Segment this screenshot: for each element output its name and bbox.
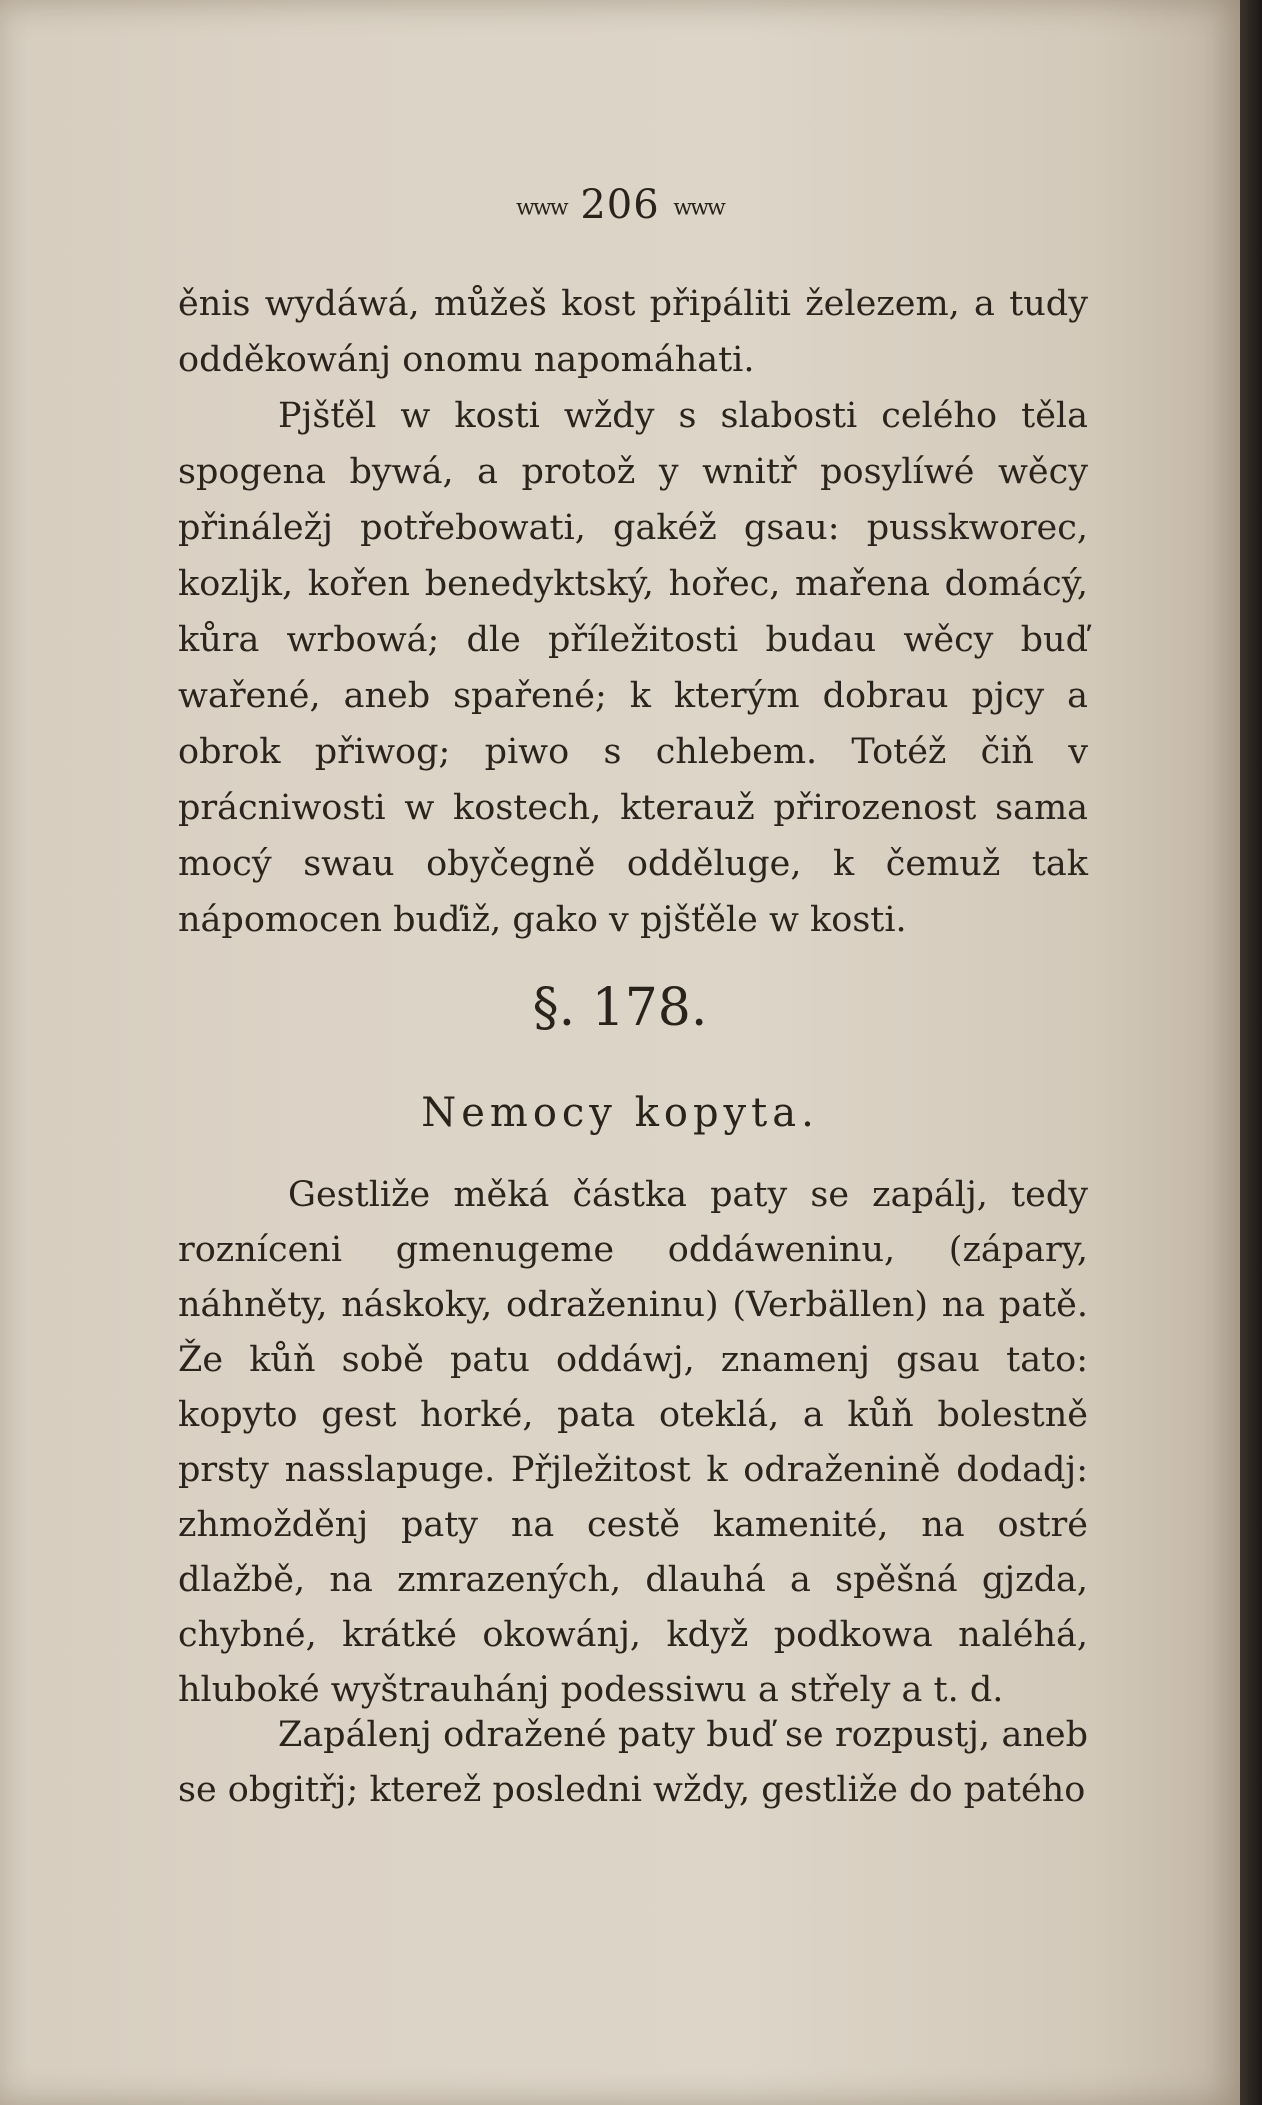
page-number: 206	[580, 182, 660, 228]
page-header	[0, 182, 1240, 228]
paragraph-hoof-inflammation: Gestliže měká částka paty se zapálj, tedy rozníceni gmenugeme oddáweninu, (zápary, náhněty, náskoky, odraženinu) (Verbällen) na patě. Že kůň sobě patu oddáwj, znamenj gsau tato: kopyto gest horké, pata oteklá, a kůň bolestně prsty nasslapuge. Přjležitost k odraženině dodadj: zhmožděnj paty na cestě kamenité, na ostré dlažbě, na zmrazených, dlauhá a spěšná gjzda, chybné, krátké okowánj, když podkowa naléhá, hluboké wyštrauhánj podessiwu a střely a t. d.	[178, 1175, 1088, 1710]
section-title: Nemocy kopyta.	[421, 1090, 819, 1136]
paragraph-continuation: ěnis wydáwá, můžeš kost připáliti železem, a tudy odděkowánj onomu napomáhati.	[178, 284, 1088, 380]
paragraph-hoof-continuation: Zapálenj odražené paty buď se rozpustj, aneb se obgitřj; kterež posledni wždy, gestliže do patého	[178, 1715, 1088, 1810]
header-ornament-left: www	[516, 195, 567, 221]
page-edge-shadow	[1240, 0, 1262, 2105]
paragraph-fistula: Pjšťěl w kosti wždy s slabosti celého těla spogena bywá, a protož y wnitř posylíwé wěcy přináležj potřebowati, gakéž gsau: pusskworec, kozljk, kořen benedyktský, hořec, mařena domácý, kůra wrbowá; dle příležitosti budau wěcy buď wařené, aneb spařené; k kterým dobrau pjcy a obrok přiwog; piwo s chlebem. Totéž čiň v prácniwosti w kostech, kterauž přirozenost sama mocý swau obyčegně odděluge, k čemuž tak nápomocen buďiž, gako v pjšťěle w kosti.	[178, 396, 1088, 940]
section-number: §. 178.	[532, 978, 708, 1038]
header-ornament-right: www	[673, 195, 724, 221]
